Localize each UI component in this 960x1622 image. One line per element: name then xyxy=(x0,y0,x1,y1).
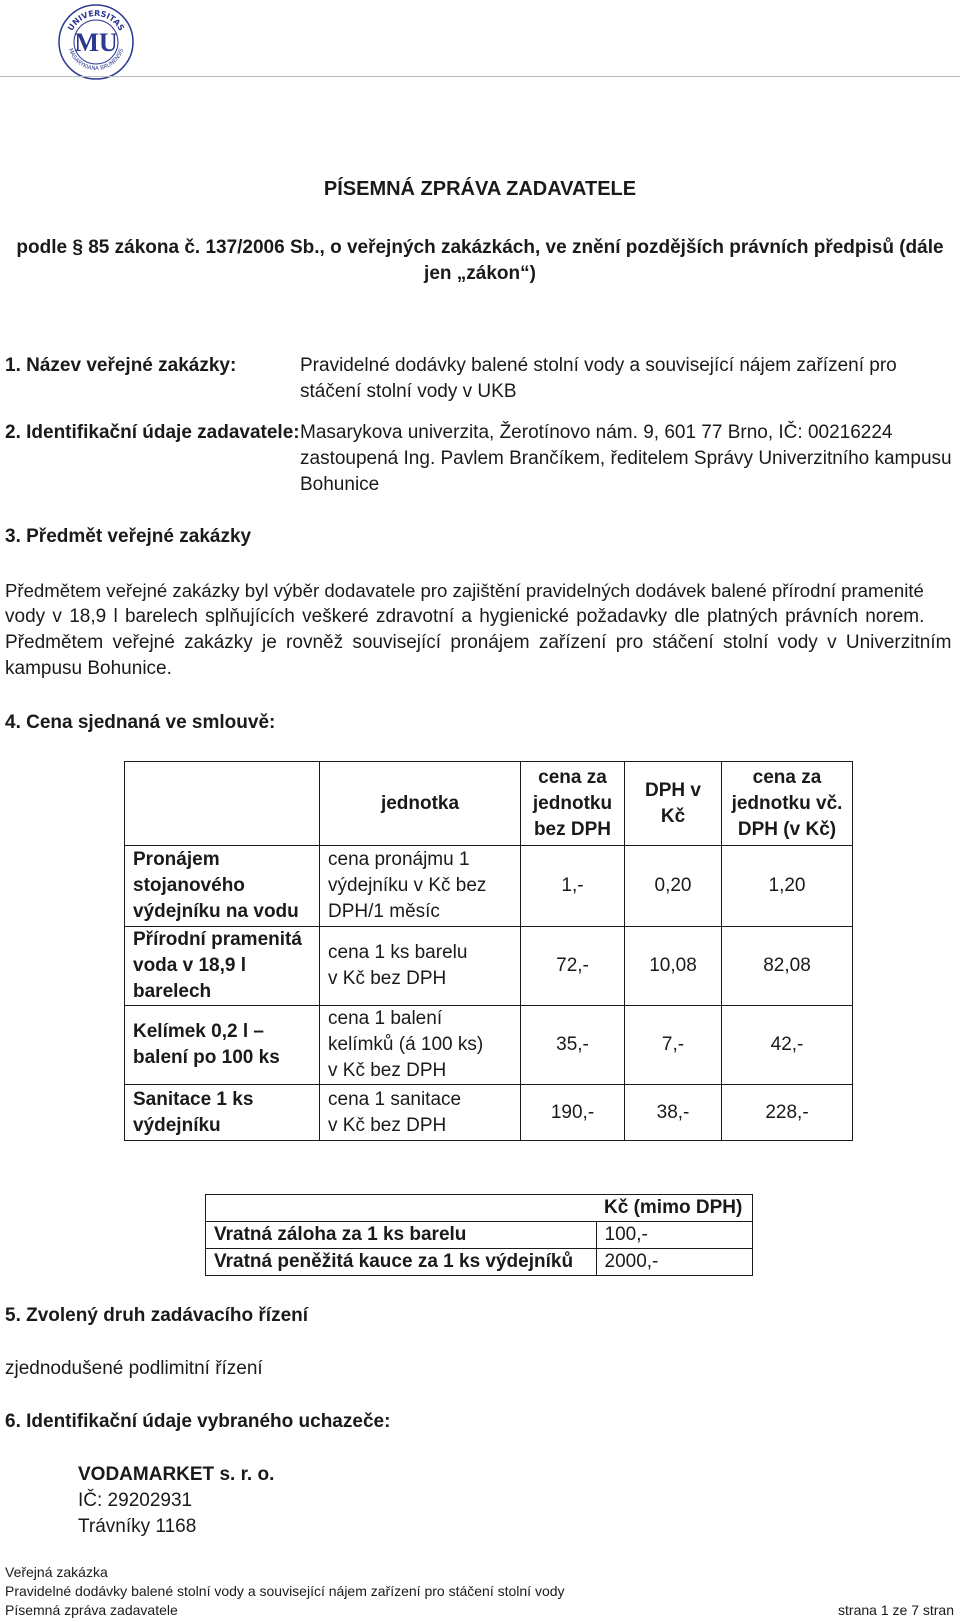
row-item xyxy=(125,1085,320,1141)
row-unit xyxy=(320,927,521,1006)
row-vat: 0,20 xyxy=(625,846,722,927)
row-item-line: stojanového xyxy=(133,875,245,896)
logo-text-bottom: MASARYKIANA BRUNENSIS xyxy=(66,47,126,73)
row-unit-line: cena 1 sanitace xyxy=(328,1088,462,1110)
supplier-ico: IČ: 29202931 xyxy=(78,1490,193,1511)
row-price: 1,- xyxy=(521,846,625,927)
row-unit-line: cena 1 ks barelu xyxy=(328,942,468,963)
section3-p2-line2: kampusu Bohunice. xyxy=(5,658,172,679)
row-item xyxy=(125,846,320,927)
header-item xyxy=(125,762,320,846)
document-subtitle-line1: podle § 85 zákona č. 137/2006 Sb., o veřejných zakázkách, ve znění pozdějších právních předpisů (dále xyxy=(16,237,944,258)
table-row xyxy=(125,1085,853,1141)
header-price-line3: bez DPH xyxy=(533,818,612,840)
price-table xyxy=(124,761,853,1141)
section3-p2-line1: Předmětem veřejné zakázky je rovněž související pronájem zařízení pro stáčení stolní vody v Univerzitním xyxy=(5,632,952,653)
row-unit xyxy=(320,1006,521,1085)
row-total: 42,- xyxy=(722,1006,853,1085)
section2-value-line2: zastoupená Ing. Pavlem Brančíkem, ředitelem Správy Univerzitního kampusu xyxy=(300,448,952,469)
section6-heading: 6. Identifikační údaje vybraného uchazeče: xyxy=(5,1411,391,1432)
header-unit: jednotka xyxy=(320,762,521,846)
page-number: strana 1 ze 7 stran xyxy=(838,1602,954,1618)
row-unit xyxy=(320,1085,521,1141)
deposit-row xyxy=(206,1249,753,1276)
row-unit-line: DPH/1 měsíc xyxy=(328,901,440,922)
header-price-line1: cena za xyxy=(538,766,607,788)
row-item-line: Pronájem xyxy=(133,849,220,870)
deposit-label: Vratná záloha za 1 ks barelu xyxy=(206,1222,597,1249)
row-price: 35,- xyxy=(521,1006,625,1085)
section3-p1-line1: Předmětem veřejné zakázky byl výběr dodavatele pro zajištění pravidelných dodávek balené přírodní pramenité xyxy=(5,580,924,601)
deposit-header-row xyxy=(206,1195,753,1222)
footer-line1: Veřejná zakázka xyxy=(5,1564,108,1580)
row-item-line: balení po 100 ks xyxy=(133,1047,280,1068)
table-row xyxy=(125,1006,853,1085)
deposit-header-empty xyxy=(206,1195,597,1222)
row-item xyxy=(125,927,320,1006)
header-total-line3: DPH (v Kč) xyxy=(737,818,837,840)
row-unit-line: výdejníku v Kč bez xyxy=(328,875,487,896)
section5-value: zjednodušené podlimitní řízení xyxy=(5,1358,263,1379)
row-item-line: Přírodní pramenitá xyxy=(133,929,302,950)
row-price: 72,- xyxy=(521,927,625,1006)
section2-value-line3: Bohunice xyxy=(300,474,380,495)
row-vat: 38,- xyxy=(625,1085,722,1141)
row-unit-line: cena pronájmu 1 xyxy=(328,849,470,870)
deposit-value: 2000,- xyxy=(596,1249,753,1276)
row-unit-line: v Kč bez DPH xyxy=(328,1060,447,1081)
logo-monogram: MU xyxy=(74,28,118,57)
section5-heading: 5. Zvolený druh zadávacího řízení xyxy=(5,1305,309,1326)
header-vat xyxy=(625,762,722,846)
row-item-line: barelech xyxy=(133,981,212,1002)
section1-value-line2: stáčení stolní vody v UKB xyxy=(300,381,517,402)
header-total-line1: cena za xyxy=(752,766,822,788)
university-logo xyxy=(56,2,136,82)
supplier-name: VODAMARKET s. r. o. xyxy=(78,1464,275,1485)
deposit-header: Kč (mimo DPH) xyxy=(596,1195,753,1222)
row-item-line: Sanitace 1 ks xyxy=(133,1088,254,1110)
supplier-street: Trávníky 1168 xyxy=(78,1516,197,1537)
section2-label: 2. Identifikační údaje zadavatele: xyxy=(5,422,300,443)
header-total xyxy=(722,762,853,846)
row-price: 190,- xyxy=(521,1085,625,1141)
row-item-line: Kelímek 0,2 l – xyxy=(133,1021,264,1042)
row-vat: 7,- xyxy=(625,1006,722,1085)
section3-p1-line2: vody v 18,9 l barelech splňujících veškeré zdravotní a hygienické požadavky dle platných právních norem. xyxy=(5,606,925,627)
row-total: 82,08 xyxy=(722,927,853,1006)
header-divider xyxy=(0,76,960,77)
header-total-line2: jednotku vč. xyxy=(731,792,843,814)
header-price-line2: jednotku xyxy=(532,792,613,814)
table-row xyxy=(125,846,853,927)
section1-value-line1: Pravidelné dodávky balené stolní vody a související nájem zařízení pro xyxy=(300,355,897,376)
row-unit-line: v Kč bez DPH xyxy=(328,1114,447,1136)
row-unit-line: v Kč bez DPH xyxy=(328,968,447,989)
section4-heading: 4. Cena sjednaná ve smlouvě: xyxy=(5,712,276,733)
deposit-value: 100,- xyxy=(596,1222,753,1249)
deposit-row xyxy=(206,1222,753,1249)
document-title: PÍSEMNÁ ZPRÁVA ZADAVATELE xyxy=(323,178,637,200)
section1-label: 1. Název veřejné zakázky: xyxy=(5,355,237,376)
deposit-label: Vratná peněžitá kauce za 1 ks výdejníků xyxy=(206,1249,597,1276)
deposit-table xyxy=(205,1194,753,1276)
table-row xyxy=(125,927,853,1006)
row-unit-line: cena 1 balení xyxy=(328,1008,443,1029)
price-table-header-row xyxy=(125,762,853,846)
footer-line2: Pravidelné dodávky balené stolní vody a související nájem zařízení pro stáčení stolní vody xyxy=(5,1583,565,1599)
row-item-line: voda v 18,9 l xyxy=(133,955,247,976)
section3-body xyxy=(5,578,955,682)
header-vat-line2: Kč xyxy=(660,805,686,827)
row-vat: 10,08 xyxy=(625,927,722,1006)
row-item-line: výdejníku na vodu xyxy=(133,901,299,922)
row-unit-line: kelímků (á 100 ks) xyxy=(328,1034,484,1055)
logo-text-top: UNIVERSITAS xyxy=(66,8,126,33)
document-subtitle-line2: jen „zákon“) xyxy=(424,263,536,284)
row-unit xyxy=(320,846,521,927)
section2-value-line1: Masarykova univerzita, Žerotínovo nám. 9, 601 77 Brno, IČ: 00216224 xyxy=(300,422,893,443)
header-price xyxy=(521,762,625,846)
footer-line3: Písemná zpráva zadavatele xyxy=(5,1602,178,1618)
row-total: 228,- xyxy=(722,1085,853,1141)
section3-heading: 3. Předmět veřejné zakázky xyxy=(5,526,252,547)
row-item-line: výdejníku xyxy=(133,1114,221,1136)
row-total: 1,20 xyxy=(722,846,853,927)
header-vat-line1: DPH v xyxy=(645,779,701,801)
row-item xyxy=(125,1006,320,1085)
